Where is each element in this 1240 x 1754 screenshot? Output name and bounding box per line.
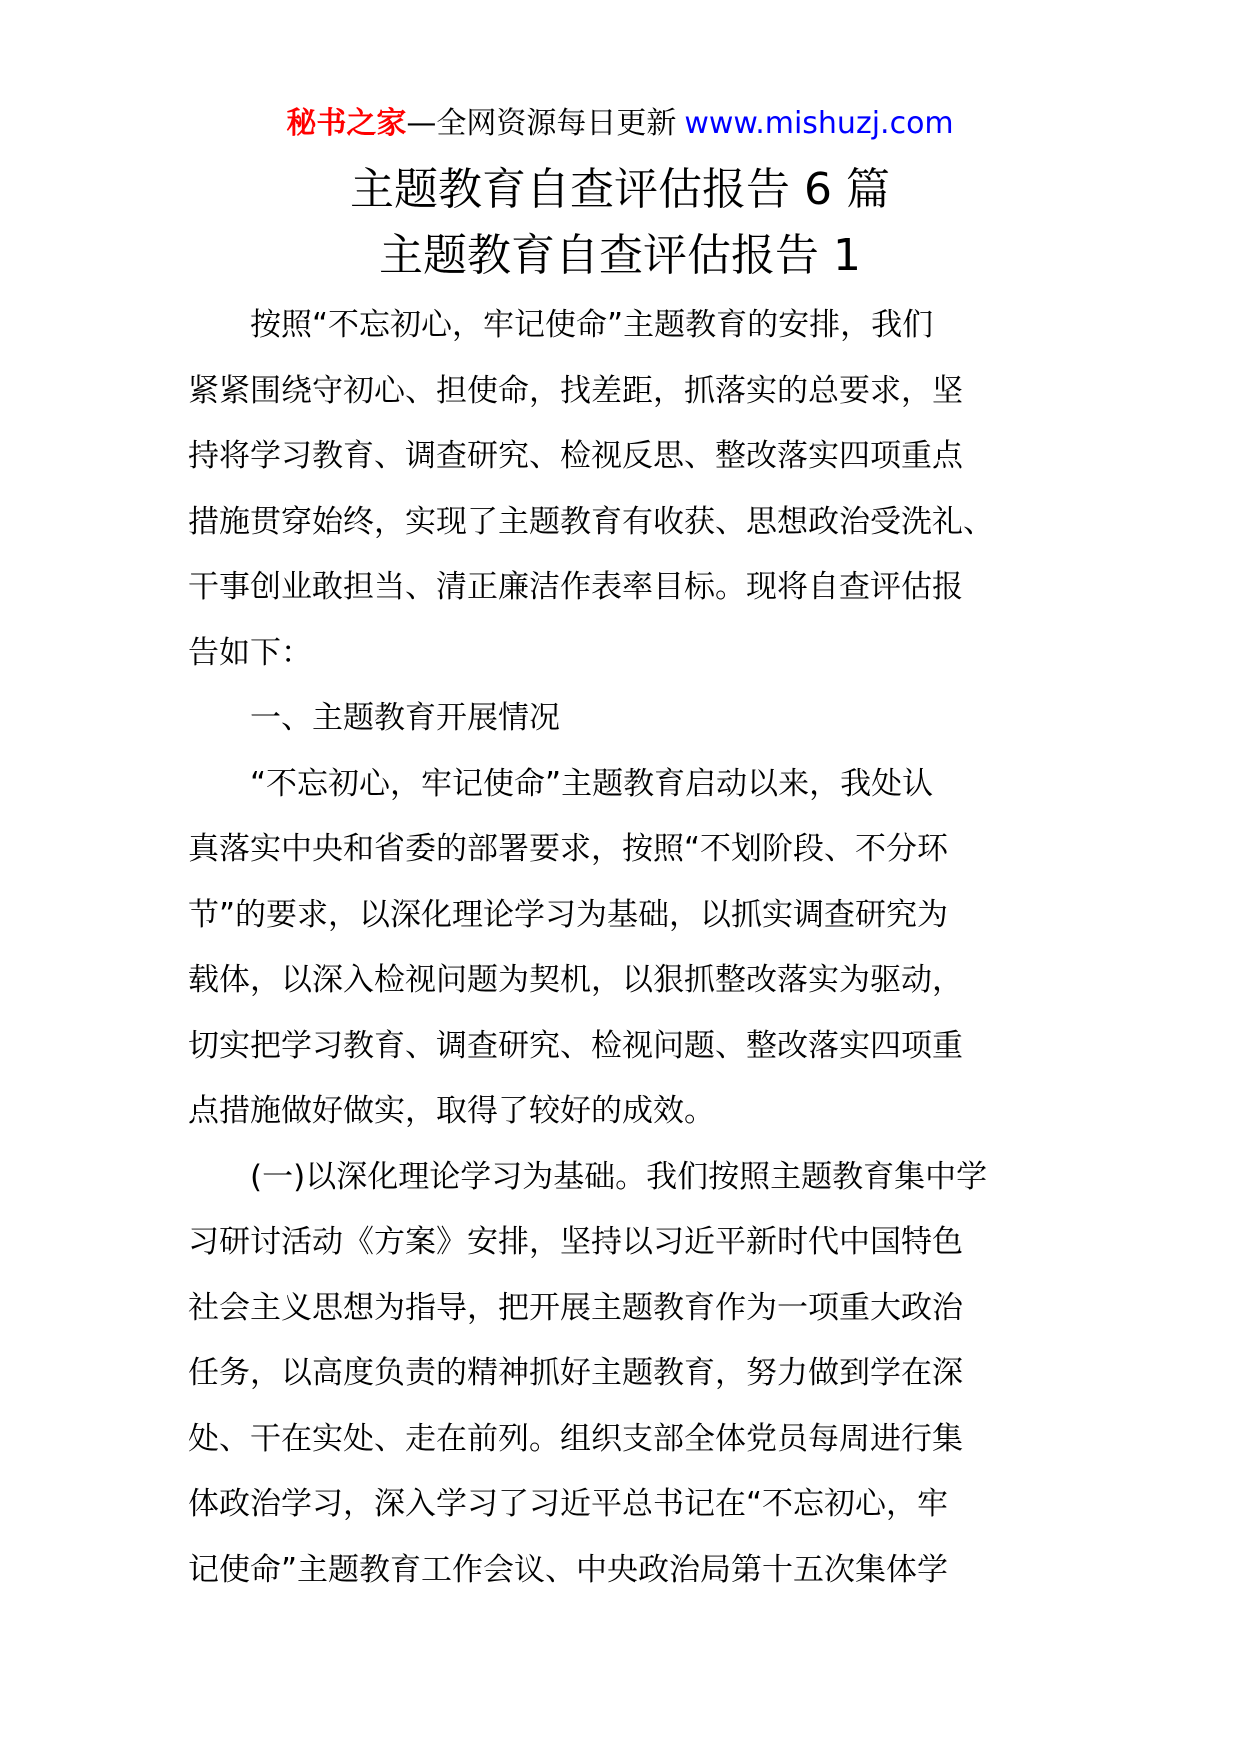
site-brand: 秘书之家 — [286, 106, 407, 141]
body-paragraph: “不忘初心，牢记使命”主题教育启动以来，我处认 真落实中央和省委的部署要求，按照“不划阶段、不分环 节”的要求，以深化理论学习为基础，以抓实调查研究为 载体，以深入检视问题为契机，以狠抓整改落实为驱动， 切实把学习教育、调查研究、检视问题、整改落实四项重 点措施做好做实，取得了较好的成效。 — [188, 765, 963, 1129]
body-paragraph: (一)以深化理论学习为基础。我们按照主题教育集中学 习研讨活动《方案》安排，坚持以习近平新时代中国特色 社会主义思想为指导，把开展主题教育作为一项重大政治 任务，以高度负责的精神抓好主题教育，努力做到学在深 处、干在实处、走在前列。组织支部全体党员每周进行集 体政治学习，深入学习了习近平总书记在“不忘初心，牢 记使命”主题教育工作会议、中央政治局第十五次集体学 — [188, 1158, 988, 1588]
site-header — [0, 102, 1240, 146]
section-heading: 一、主题教育开展情况 — [250, 700, 560, 736]
site-url: www.mishuzj.com — [684, 106, 954, 141]
document-title: 主题教育自查评估报告 6 篇 — [350, 164, 890, 215]
body-paragraph: 按照“不忘初心，牢记使命”主题教育的安排，我们 紧紧围绕守初心、担使命，找差距，抓落实的总要求，坚 持将学习教育、调查研究、检视反思、整改落实四项重点 措施贯穿始终，实现了主题教育有收获、思想政治受洗礼、 干事创业敢担当、清正廉洁作表率目标。现将自查评估报 告如下： — [188, 307, 994, 671]
document-subtitle: 主题教育自查评估报告 1 — [379, 230, 861, 281]
site-tagline: —全网资源每日更新 — [406, 106, 677, 141]
document-body — [188, 293, 1058, 1603]
